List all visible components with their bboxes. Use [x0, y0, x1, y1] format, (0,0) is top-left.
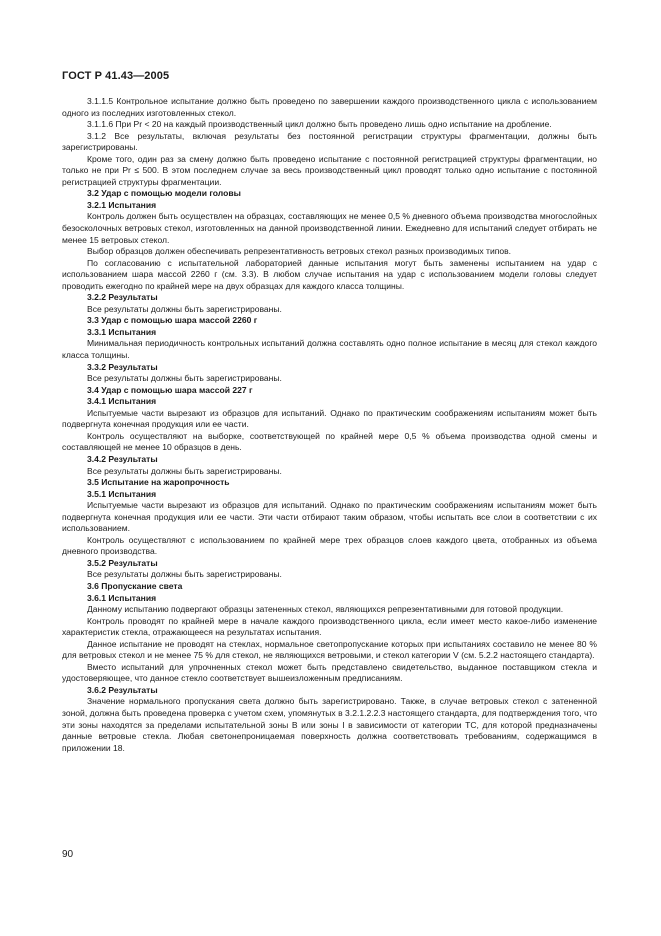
body-paragraph: Все результаты должны быть зарегистрированы.: [87, 465, 282, 476]
body-paragraph: По согласованию с испытательной лабораторией данные испытания могут быть заменены испытанием на удар с использованием шара массой 2260 г (см. 3.3). В любом случае испытания на удар с использованием модели головы следует проводить ежегодно по крайней мере на двух образцах для каждого класса толщины.: [62, 257, 597, 291]
body-paragraph: Кроме того, один раз за смену должно быть проведено испытание с постоянной регистрацией структуры фрагментации, но только не при Pr ≤ 500. В этом последнем случае за весь производственный цикл проводят только одно испытание с постоянной регистрацией структуры фрагментации.: [62, 153, 597, 187]
section-heading: 3.2.1 Испытания: [87, 199, 157, 210]
section-heading: 3.5.2 Результаты: [87, 557, 158, 568]
page-number: 90: [62, 849, 74, 860]
section-heading: 3.3.1 Испытания: [87, 326, 157, 337]
body-paragraph: Испытуемые части вырезают из образцов для испытаний. Однако по практическим соображениям испытаниям может быть подвергнута конечная продукция или ее части.: [62, 407, 597, 430]
section-heading: 3.6.1 Испытания: [87, 592, 157, 603]
section-heading: 3.4 Удар с помощью шара массой 227 г: [87, 384, 253, 395]
document-body: [62, 96, 597, 754]
section-heading: 3.3 Удар с помощью шара массой 2260 г: [87, 315, 258, 326]
body-paragraph: 3.1.1.5 Контрольное испытание должно быть проведено по завершении каждого производственного цикла с использованием одного из последних изготовленных стекол.: [62, 96, 597, 118]
section-heading: 3.6.2 Результаты: [87, 684, 158, 695]
section-heading: 3.6 Пропускание света: [87, 580, 183, 591]
section-heading: 3.4.1 Испытания: [87, 396, 157, 407]
document-header: ГОСТ Р 41.43—2005: [62, 70, 170, 82]
body-paragraph: Испытуемые части вырезают из образцов для испытаний. Однако по практическим соображениям испытаниям может быть подвергнута конечная продукция или ее части. Эти части отбирают таким образом, чтобы испытать все слои в соответствии с их использованием.: [62, 500, 597, 534]
body-paragraph: Выбор образцов должен обеспечивать репрезентативность ветровых стекол разных производимых типов.: [87, 246, 512, 257]
body-paragraph: Значение нормального пропускания света должно быть зарегистрировано. Также, в случае ветровых стекол с затененной зоной, должна быть проведена проверка с учетом схем, упомянутых в 3.2.1.2.2.3 настоящего стандарта, для подтверждения того, что эти зоны находятся за пределами испытательной зоны B или зоны I в зависимости от категории ТС, для которой предназначены данные ветровые стекла. Любая светонепроницаемая поверхность должна соответствовать требованиям, содержащимся в приложении 18.: [62, 696, 597, 753]
body-paragraph: Контроль должен быть осуществлен на образцах, составляющих не менее 0,5 % дневного объема производства многослойных безосколочных ветровых стекол, изготовленных на данной производственной линии. Ежедневно для испытаний следует отбирать не менее 15 ветровых стекол.: [62, 211, 597, 245]
body-paragraph: 3.1.2 Все результаты, включая результаты без постоянной регистрации структуры фрагментации, должны быть зарегистрированы.: [62, 130, 597, 153]
body-paragraph: Данному испытанию подвергают образцы затененных стекол, являющихся репрезентативными для готовой продукции.: [87, 604, 564, 615]
body-paragraph: Минимальная периодичность контрольных испытаний должна составлять одно полное испытание в месяц для стекол каждого класса толщины.: [62, 338, 597, 361]
body-paragraph: Все результаты должны быть зарегистрированы.: [87, 373, 282, 384]
section-heading: 3.4.2 Результаты: [87, 453, 158, 464]
section-heading: 3.5.1 Испытания: [87, 488, 157, 499]
section-heading: 3.3.2 Результаты: [87, 361, 158, 372]
section-heading: 3.5 Испытание на жаропрочность: [87, 477, 230, 488]
body-paragraph: Все результаты должны быть зарегистрированы.: [87, 569, 282, 580]
body-paragraph: Контроль осуществляют с использованием по крайней мере трех образцов слоев каждого цвета, отобранных из объема дневного производства.: [62, 534, 597, 557]
body-paragraph: Все результаты должны быть зарегистрированы.: [87, 303, 282, 314]
body-paragraph: Контроль осуществляют на выборке, соответствующей по крайней мере 0,5 % объема производства одной смены и составляющей не менее 10 образцов в день.: [62, 430, 597, 453]
body-paragraph: Вместо испытаний для упрочненных стекол может быть представлено свидетельство, выданное поставщиком стекла и удостоверяющее, что данное стекло соответствует вышеизложенным предписаниям.: [62, 661, 597, 684]
section-heading: 3.2 Удар с помощью модели головы: [87, 188, 241, 199]
section-heading: 3.2.2 Результаты: [87, 292, 158, 303]
body-paragraph: Контроль проводят по крайней мере в начале каждого производственного цикла, если имеет место какое-либо изменение характеристик стекла, отражающееся на результатах испытания.: [62, 615, 597, 638]
body-paragraph: 3.1.1.6 При Pr < 20 на каждый производственный цикл должно быть проведено лишь одно испытание на дробление.: [87, 119, 552, 130]
body-paragraph: Данное испытание не проводят на стеклах, нормальное светопропускание которых при испытаниях составило не менее 80 % для ветровых стекол и не менее 75 % для стекол, не являющихся ветровыми, и стекол категории V (см. 5.2.2 настоящего стандарта).: [62, 638, 597, 661]
